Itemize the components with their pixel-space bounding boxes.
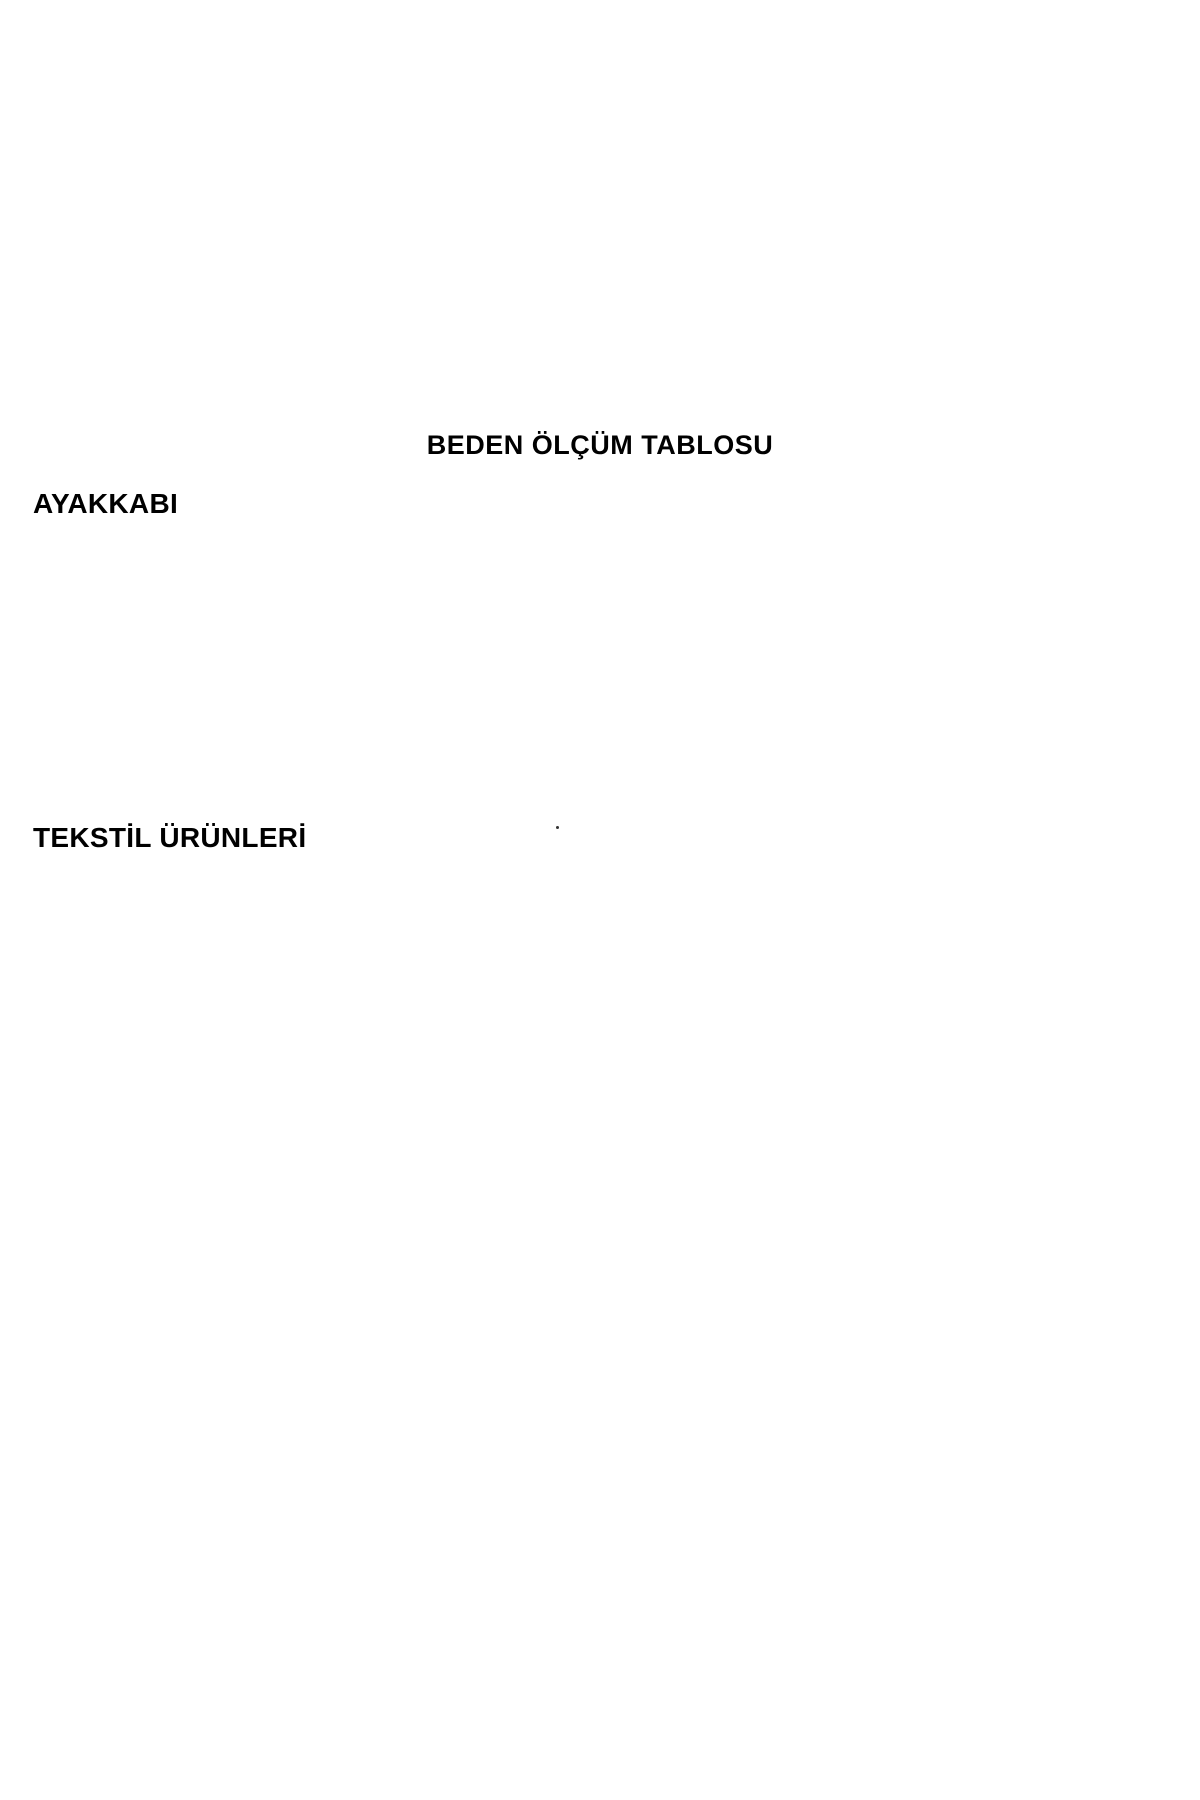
page-title: BEDEN ÖLÇÜM TABLOSU: [426, 430, 774, 460]
stray-dot-mark: [556, 826, 559, 829]
section-title-textile: TEKSTİL ÜRÜNLERİ: [33, 822, 307, 853]
section-title-shoes: AYAKKABI: [33, 488, 179, 519]
